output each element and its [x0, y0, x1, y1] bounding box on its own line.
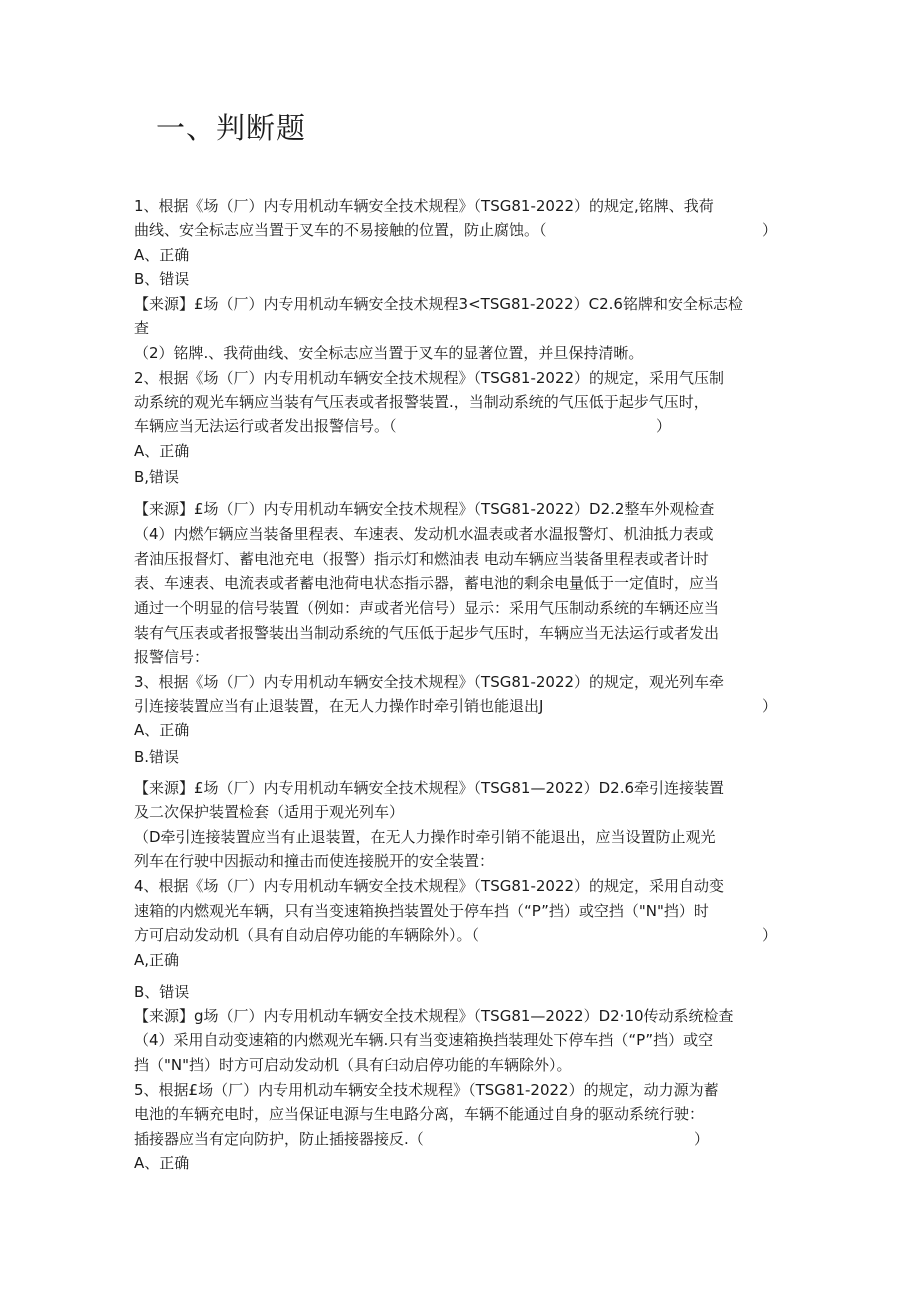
- text-line: 插接器应当有定向防护，防止插接器接反.（: [134, 1130, 424, 1148]
- text-line: （4）内燃乍辆应当装备里程表、车速表、发动机水温表或者水温报警灯、机油抵力表或: [134, 525, 714, 543]
- option-a: A,正确: [134, 951, 180, 969]
- option-b: B.错误: [134, 748, 180, 766]
- source-line: 【来源】£场（厂）内专用机动车辆安全技术规程》（TSG81-2022）D2.2整车外观检查: [134, 500, 715, 518]
- text-line: 查: [134, 319, 150, 337]
- text-line: （2）铭牌.、我荷曲线、安全标志应当置于叉车的显著位置，并旦保持清晰。: [134, 344, 644, 362]
- text-line: 方可启动发动机（具有自动启停功能的车辆除外）。（: [134, 926, 480, 944]
- answer-bracket: ）: [656, 417, 672, 435]
- answer-bracket: ）: [762, 697, 778, 715]
- answer-bracket: ）: [762, 221, 778, 239]
- text-line: 列车在行驶中因振动和撞击而使连接脱开的安全装置：: [134, 852, 495, 870]
- option-a: A、正确: [134, 721, 190, 739]
- option-a: A、正确: [134, 442, 190, 460]
- source-line: 【来源】g场（厂）内专用机动车辆安全技术规程》（TSG81—2022）D2·10传动系统检查: [134, 1007, 734, 1025]
- text-line: 1、根据《场（厂）内专用机动车辆安全技术规程》（TSG81-2022）的规定,铭牌、我荷: [134, 197, 714, 215]
- section-title: 一、判断题: [156, 111, 307, 145]
- text-line: 2、根据《场（厂）内专用机动车辆安全技术规程》（TSG81-2022）的规定，采用气压制: [134, 369, 725, 387]
- text-line: 及二次保护装置检套（适用于观光列车）: [134, 803, 405, 821]
- source-line: 【来源】£场（厂）内专用机动车辆安全技术规程3<TSG81-2022）C2.6铭牌和安全标志检: [134, 295, 743, 313]
- text-line: 者油压报督灯、蓄电池充电（报警）指示灯和燃油表 电动车辆应当装备里程表或者计时: [134, 550, 709, 568]
- text-line: 速箱的内燃观光车辆，只有当变速箱换挡装置处于停车挡（“P”挡）或空挡（"N"挡）时: [134, 902, 709, 920]
- text-line: 车辆应当无法运行或者发出报警信号。（: [134, 417, 397, 435]
- text-line: 曲线、安全标志应当置于叉车的不易接触的位置，防止腐蚀。（: [134, 221, 547, 239]
- option-a: A、正确: [134, 1154, 190, 1172]
- text-line: 5、根据£场（厂）内专用机动车辆安全技术规程》（TSG81-2022）的规定，动力源为蓄: [134, 1081, 719, 1099]
- text-line: （4）采用自动变速箱的内燃观光车辆.只有当变速箱换挡装理处下停车挡（“P”挡）或空: [134, 1031, 714, 1049]
- text-line: 装有气压表或者报警装出当制动系统的气压低于起步气压时，车辆应当无法运行或者发出: [134, 624, 720, 642]
- text-line: 3、根据《场（厂）内专用机动车辆安全技术规程》（TSG81-2022）的规定，观光列车牵: [134, 673, 725, 691]
- option-a: A、正确: [134, 246, 190, 264]
- option-b: B、错误: [134, 270, 190, 288]
- text-line: 表、车速表、电流表或者蓄电池荷电状态指示器，蓄电池的剩余电量低于一定值时，应当: [134, 574, 720, 592]
- text-line: 电池的车辆充电时，应当保证电源与生电路分离，车辆不能通过自身的驱动系统行驶：: [134, 1105, 705, 1123]
- text-line: 通过一个明显的信号装置（例如：声或者光信号）显示：采用气压制动系统的车辆还应当: [134, 599, 720, 617]
- answer-bracket: ）: [762, 926, 778, 944]
- option-b: B,错误: [134, 468, 180, 486]
- text-line: 报警信号：: [134, 648, 210, 666]
- text-line: （D牵引连接装置应当有止退装置，在无人力操作时牵引销不能退出，应当设置防止观光: [134, 828, 716, 846]
- source-line: 【来源】£场（厂）内专用机动车辆安全技术规程》（TSG81—2022）D2.6牵引连接装置: [134, 779, 725, 797]
- answer-bracket: ）: [694, 1130, 710, 1148]
- text-line: 动系统的观光车辆应当装有气压表或者报警装置.，当制动系统的气压低于起步气压时，: [134, 393, 709, 411]
- text-line: 挡（"N"挡）时方可启动发动机（具有臼动启停功能的车辆除外）。: [134, 1056, 572, 1074]
- option-b: B、错误: [134, 983, 190, 1001]
- text-line: 4、根据《场（厂）内专用机动车辆安全技术规程》（TSG81-2022）的规定，采用自动变: [134, 877, 725, 895]
- text-line: 引连接装置应当有止退装置，在无人力操作时牵引销也能退出J: [134, 697, 544, 715]
